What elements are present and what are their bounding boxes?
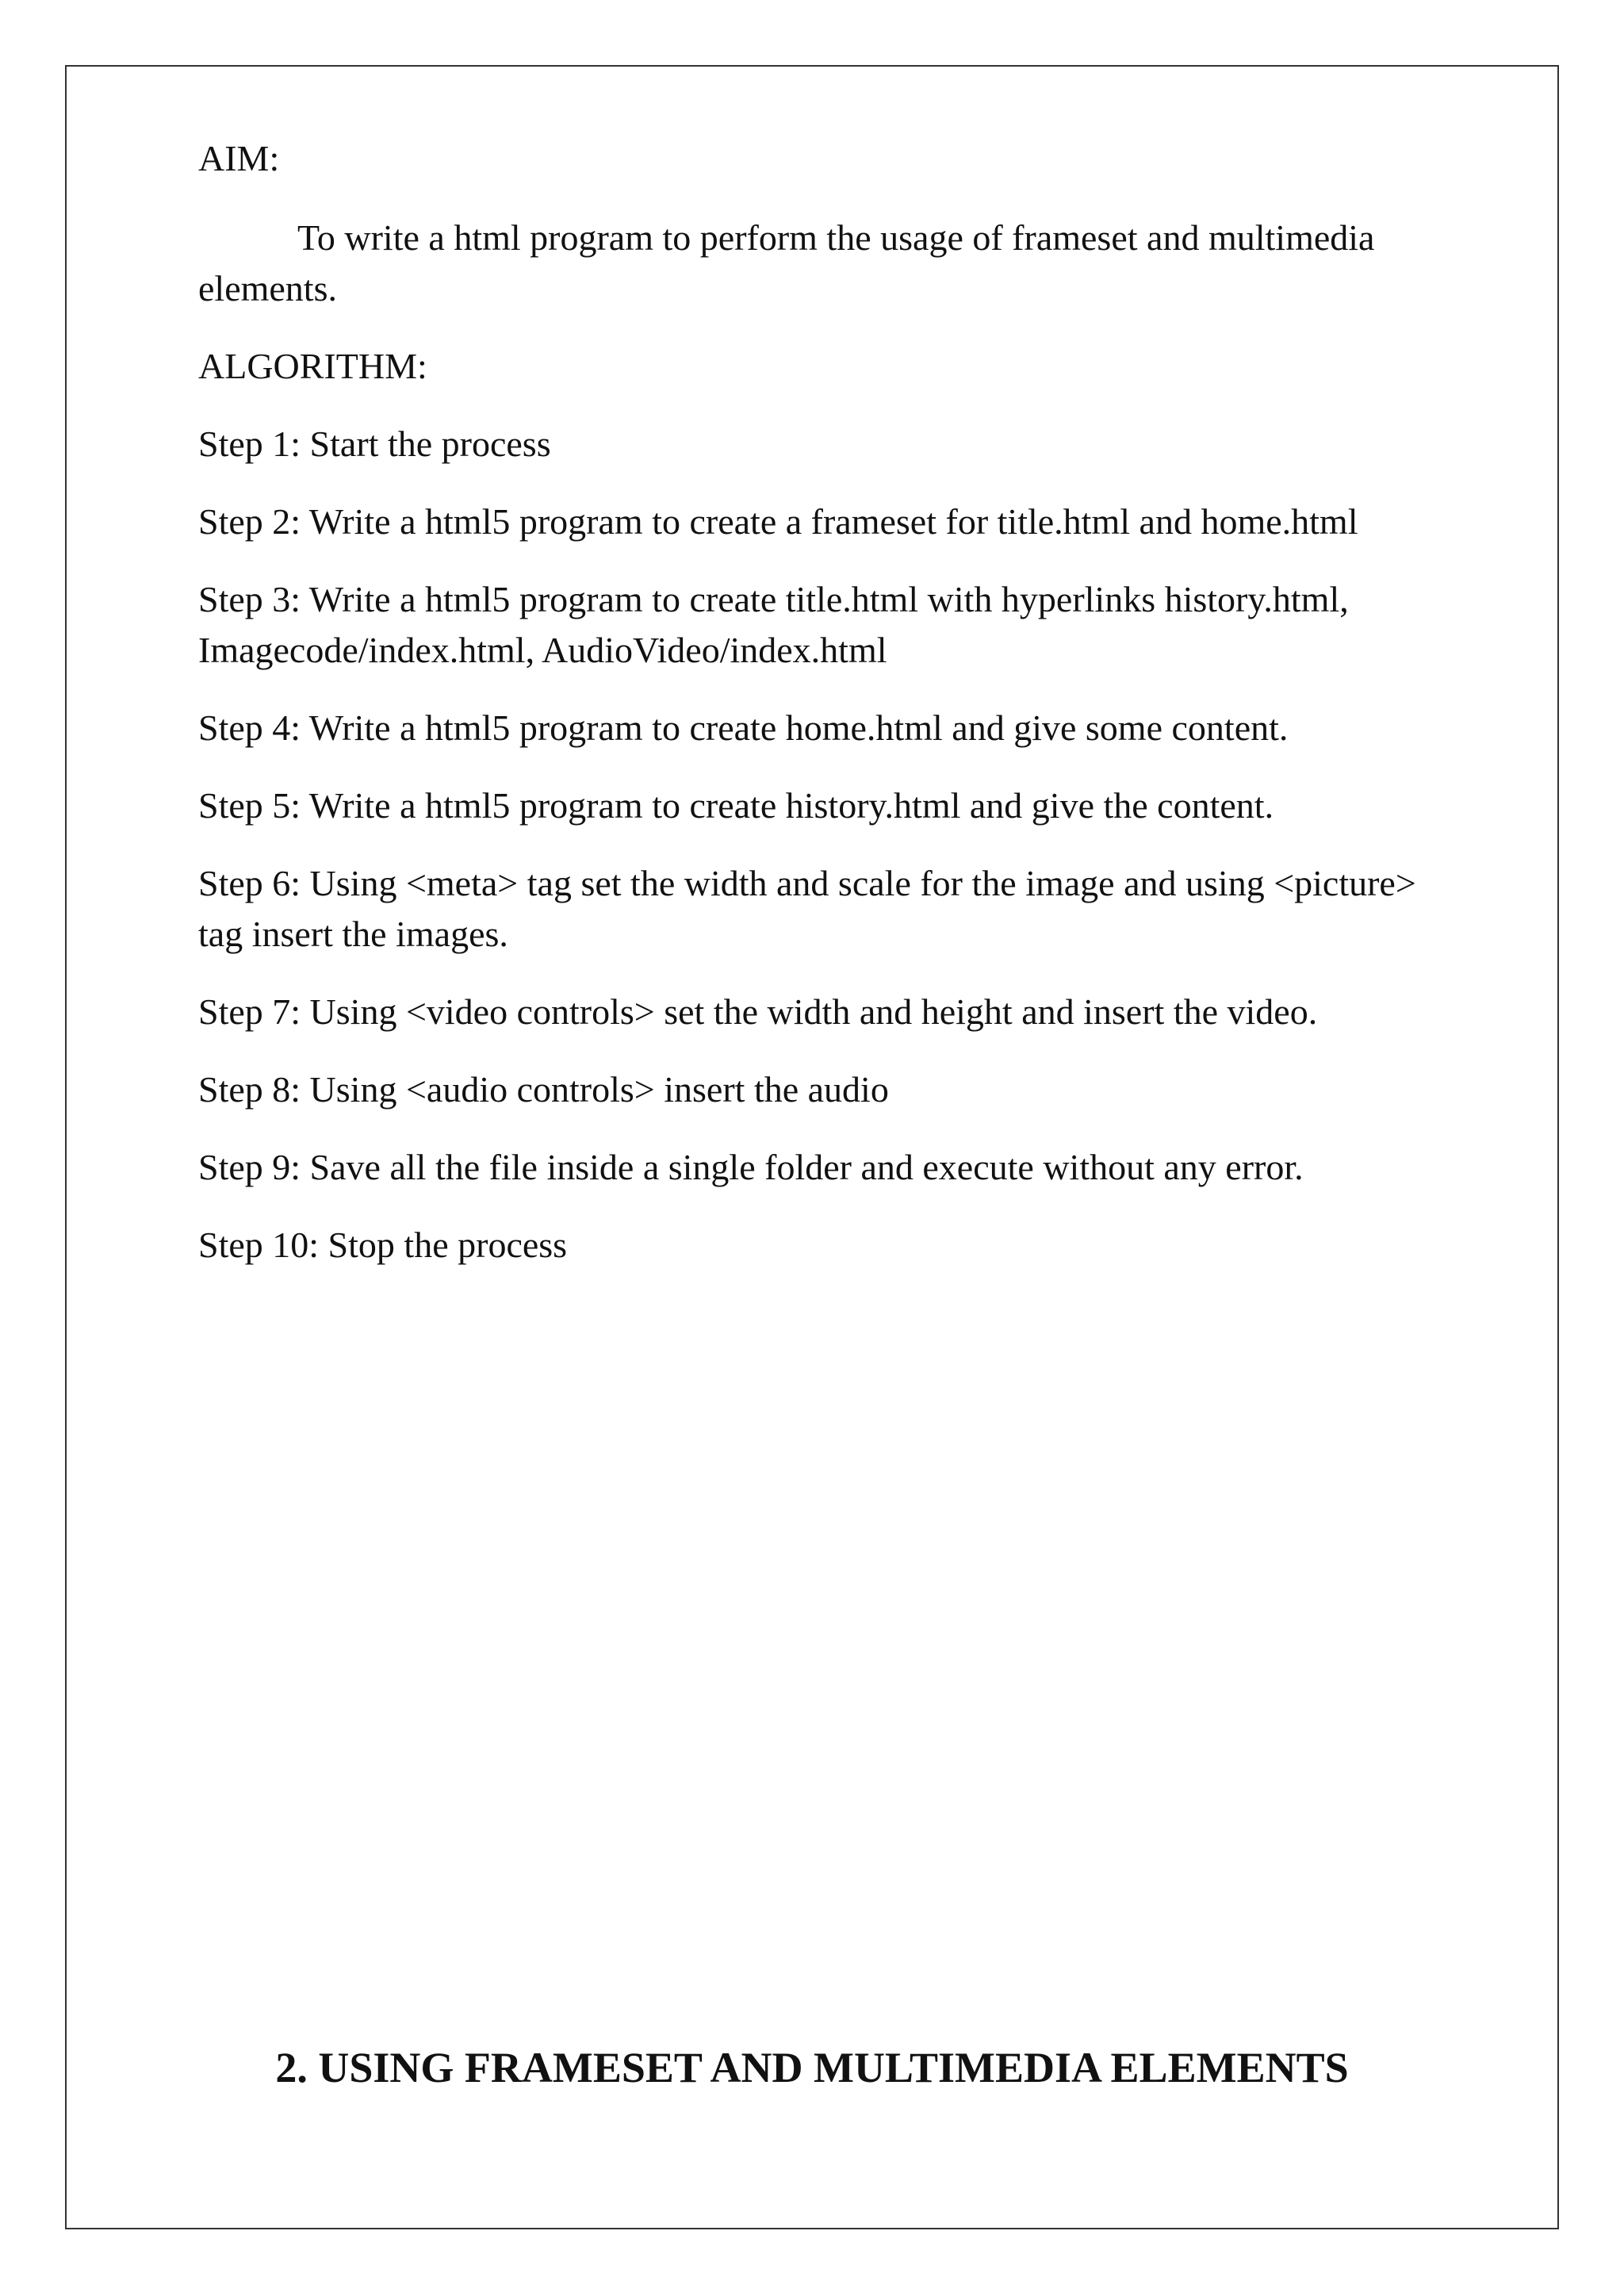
algorithm-steps-list — [198, 419, 1435, 1271]
aim-heading: AIM: — [198, 138, 280, 178]
aim-text: To write a html program to perform the usage of frameset and multimedia elements. — [198, 217, 1375, 309]
algorithm-heading: ALGORITHM: — [198, 346, 427, 386]
step-6: Step 6: Using <meta> tag set the width and scale for the image and using <picture> tag insert the images. — [198, 863, 1416, 954]
step-5: Step 5: Write a html5 program to create history.html and give the content. — [198, 785, 1274, 826]
step-4: Step 4: Write a html5 program to create home.html and give some content. — [198, 707, 1289, 748]
step-9: Step 9: Save all the file inside a single folder and execute without any error. — [198, 1147, 1304, 1187]
document-body — [198, 133, 1435, 1297]
document-title: 2. USING FRAMESET AND MULTIMEDIA ELEMENTS — [275, 2044, 1349, 2091]
step-2: Step 2: Write a html5 program to create a frameset for title.html and home.html — [198, 501, 1358, 542]
step-3: Step 3: Write a html5 program to create title.html with hyperlinks history.html, Imagecode/index.html, AudioVideo/index.html — [198, 579, 1349, 670]
step-10: Step 10: Stop the process — [198, 1225, 568, 1265]
step-1: Step 1: Start the process — [198, 424, 551, 464]
step-8: Step 8: Using <audio controls> insert the audio — [198, 1069, 889, 1110]
step-7: Step 7: Using <video controls> set the width and height and insert the video. — [198, 991, 1318, 1032]
